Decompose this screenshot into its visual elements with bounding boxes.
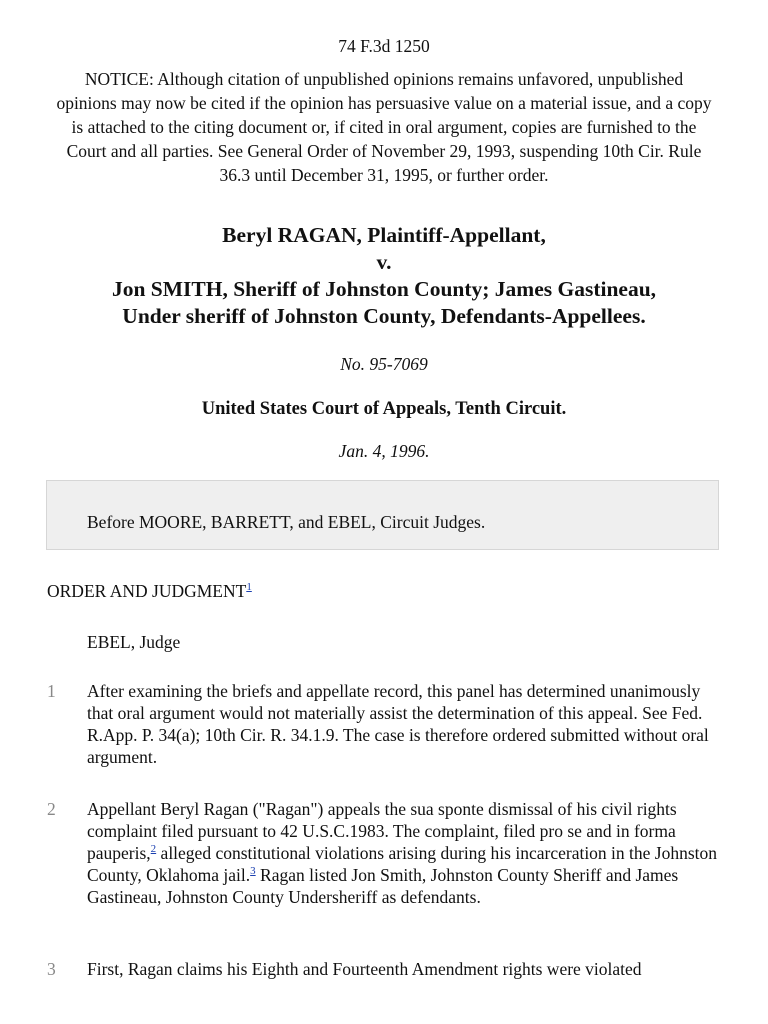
footnote-link-1[interactable]: 1 — [246, 581, 252, 594]
plaintiff-line: Beryl RAGAN, Plaintiff-Appellant, — [222, 223, 546, 247]
order-heading-text: ORDER AND JUDGMENT — [47, 581, 247, 601]
paragraph-text: After examining the briefs and appellate record, this panel has determined unanimously that oral argument would not materially assist the determination of this appeal. See Fed. R.App. P. 34(a); 10th Cir. R. 34.1.9. The case is therefore ordered submitted without oral argument. — [87, 681, 709, 767]
paragraph-text-part: Ragan listed Jon Smith, Johnston County Sheriff and James Gastineau, Johnston County Undersheriff as defendants. — [87, 865, 679, 907]
court-name: United States Court of Appeals, Tenth Circuit. — [201, 399, 567, 419]
case-citation: 74 F.3d 1250 — [338, 36, 430, 56]
paragraph-number: 2 — [47, 799, 56, 819]
opinion-author: EBEL, Judge — [87, 632, 181, 652]
docket-number: No. 95-7069 — [340, 354, 428, 374]
judges-text: Before MOORE, BARRETT, and EBEL, Circuit Judges. — [87, 512, 486, 532]
publication-notice: NOTICE: Although citation of unpublished opinions remains unfavored, unpublished opinions may now be cited if the opinion has persuasive value on a material issue, and a copy is attached to the citing document or, if cited in oral argument, copies are furnished to the Court and all parties. See General Order of November 29, 1993, suspending 10th Cir. Rule 36.3 until December 31, 1995, or further order. — [56, 69, 712, 185]
footnote-link-3[interactable]: 3 — [250, 865, 256, 878]
order-heading — [47, 580, 252, 602]
case-caption — [40, 222, 728, 330]
decision-date: Jan. 4, 1996. — [338, 441, 430, 461]
footnote-link-2[interactable]: 2 — [150, 843, 157, 856]
paragraph-text-part: alleged constitutional violations arising during his incarceration in the Johnston County, Oklahoma jail. — [87, 843, 718, 885]
paragraph-text-part: Appellant Beryl Ragan ("Ragan") appeals the sua sponte dismissal of his civil rights complaint filed pursuant to 42 U.S.C.1983. The complaint, filed pro se and in forma pauperis, — [87, 799, 677, 863]
paragraph-text — [87, 798, 727, 908]
paragraph-text: First, Ragan claims his Eighth and Fourteenth Amendment rights were violated — [87, 959, 642, 979]
defendants-line-1: Jon SMITH, Sheriff of Johnston County; James Gastineau, — [111, 277, 657, 301]
paragraph-number: 1 — [47, 681, 56, 701]
versus-line: v. — [376, 250, 392, 274]
defendants-line-2: Under sheriff of Johnston County, Defendants-Appellees. — [122, 304, 646, 328]
judges-panel — [46, 480, 719, 550]
paragraph-number: 3 — [47, 959, 56, 979]
